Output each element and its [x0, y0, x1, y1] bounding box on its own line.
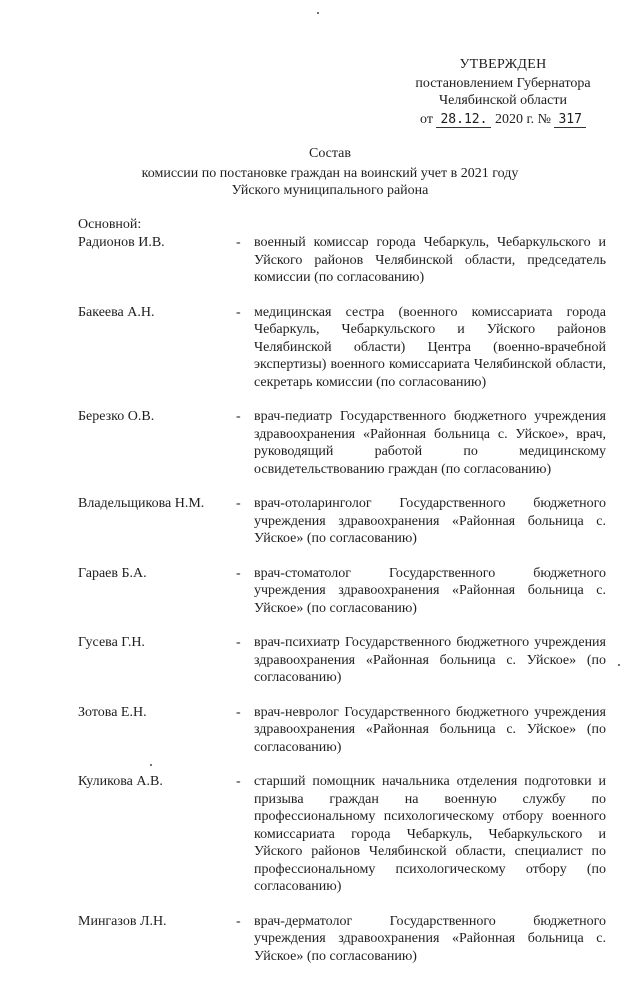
date-prefix: от [420, 111, 433, 127]
member-role: медицинская сестра (военного комиссариата города Чебаркуль, Чебаркульского и Уйского районов Челябинской области) Центра (военно-врачебной экспертизы) военного комиссариата Челябинской области, секретарь комиссии (по согласованию) [254, 304, 606, 390]
member-name: Куликова А.В. [78, 774, 163, 789]
section-label: Основной: [78, 217, 142, 232]
members-list [78, 234, 606, 982]
heading-subtitle-1: комиссии по постановке граждан на воинский учет в 2021 году [141, 165, 519, 181]
member-role: врач-отоларинголог Государственного бюджетного учреждения здравоохранения «Районная больница с. Уйское» (по согласованию) [254, 496, 606, 546]
approval-year: 2020 г. № [494, 111, 551, 127]
member-name: Гараев Б.А. [78, 565, 147, 581]
heading-subtitle-2: Уйского муниципального района [231, 183, 429, 198]
member-entry [78, 634, 606, 687]
approval-date: 28.12. [436, 112, 491, 128]
member-dash: - [236, 304, 241, 320]
scan-speck [618, 664, 620, 666]
member-dash: - [236, 704, 241, 720]
scan-speck [317, 12, 319, 14]
member-name: Гусева Г.Н. [78, 635, 145, 650]
member-entry [78, 495, 606, 548]
member-name: Радионов И.В. [78, 235, 165, 250]
member-role: врач-дерматолог Государственного бюджетного учреждения здравоохранения «Районная больница с. Уйское» (по согласованию) [254, 913, 606, 964]
member-role: врач-невролог Государственного бюджетного учреждения здравоохранения «Районная больница с. Уйское» (по согласованию) [254, 704, 606, 755]
member-entry [78, 234, 606, 287]
approval-title: УТВЕРЖДЕН [459, 57, 547, 72]
approval-number: 317 [554, 112, 585, 128]
member-name: Мингазов Л.Н. [78, 913, 167, 929]
member-name: Березко О.В. [78, 409, 155, 424]
member-role: военный комиссар города Чебаркуль, Чебаркульского и Уйского районов Челябинской области, председатель комиссии (по согласованию) [254, 235, 606, 285]
approval-line-2: Челябинской области [439, 93, 567, 108]
member-role: врач-психиатр Государственного бюджетного учреждения здравоохранения «Районная больница с. Уйское» (по согласованию) [254, 635, 606, 685]
member-dash: - [236, 235, 241, 250]
member-dash: - [236, 913, 241, 929]
approval-line-1: постановлением Губернатора [415, 75, 591, 91]
approval-stamp [388, 56, 618, 128]
member-name: Владельщикова Н.М. [78, 496, 205, 511]
member-entry [78, 565, 606, 618]
member-name: Бакеева А.Н. [78, 304, 155, 320]
member-entry [78, 704, 606, 757]
member-entry [78, 773, 606, 896]
member-dash: - [236, 409, 241, 424]
member-entry [78, 408, 606, 478]
member-entry [78, 304, 606, 392]
member-name: Зотова Е.Н. [78, 704, 147, 720]
member-entry [78, 913, 606, 966]
scan-speck [150, 764, 152, 766]
heading-title: Состав [308, 146, 351, 161]
member-dash: - [236, 774, 241, 789]
member-role: врач-стоматолог Государственного бюджетного учреждения здравоохранения «Районная больница с. Уйское» (по согласованию) [254, 565, 606, 616]
member-role: врач-педиатр Государственного бюджетного учреждения здравоохранения «Районная больница с. Уйское», врач, руководящий работой по медицинскому освидетельствованию граждан (по согласованию) [254, 409, 606, 477]
approval-date-line [420, 111, 586, 129]
member-role: старший помощник начальника отделения подготовки и призыва граждан на военную службу по профессиональному психологическому отбору военного комиссариата города Чебаркуль, Чебаркульского и Уйского районов Челябинской области, специалист по профессиональному психологическому отбору (по согласованию) [254, 774, 606, 894]
member-dash: - [236, 635, 241, 650]
member-dash: - [236, 496, 241, 511]
member-dash: - [236, 565, 241, 581]
document-heading [100, 145, 560, 200]
